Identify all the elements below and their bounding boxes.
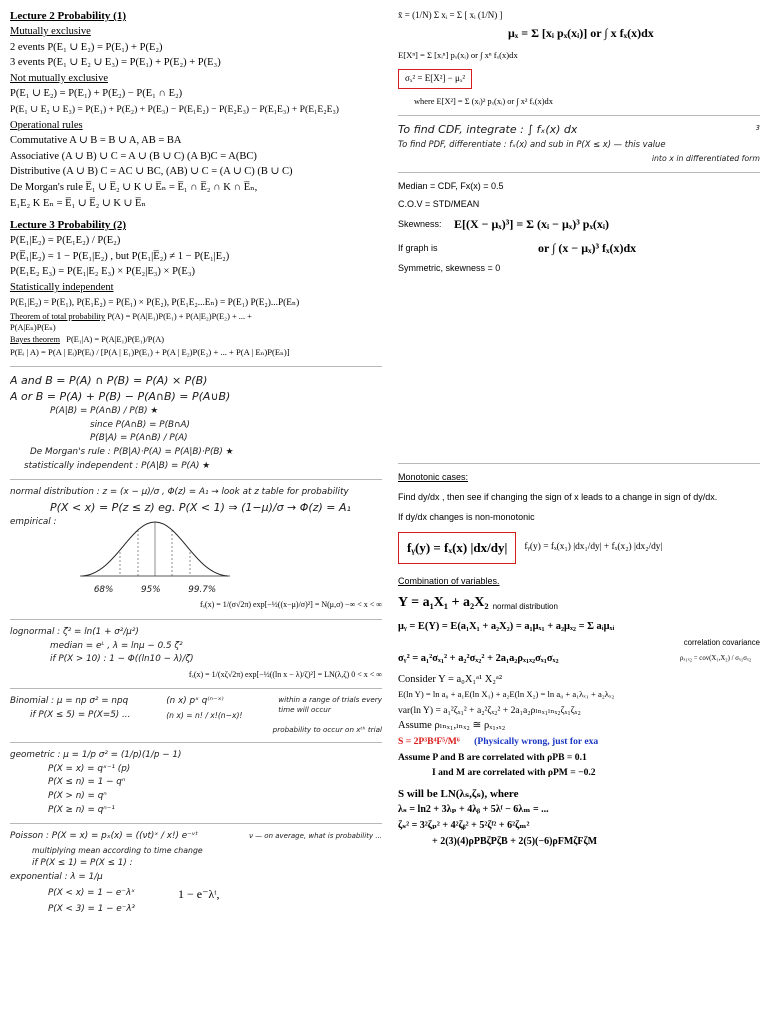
hand-exponential-line1: exponential : λ = 1/μ [10, 871, 103, 882]
skewness-or: or ∫ (x − μₓ)³ fₓ(x)dx [538, 240, 637, 255]
consider-line: Consider Y = a₀X₁ᵃ¹ X₂ᵃ² [398, 673, 502, 685]
percent-99-label: 99.7% [188, 584, 217, 595]
e-ln-y: E(ln Y) = ln a₀ + a₁E(ln X₁) + a₂E(ln X₂) = ln a₀ + a₁λₓ₁ + a₂λₓ₂ [398, 689, 615, 700]
blank-area [398, 275, 760, 457]
y-linear: Y = a₁X₁ + a₂X₂ [398, 594, 489, 610]
hand-geometric-line3: P(X ≤ n) = 1 − qⁿ [48, 777, 126, 788]
s-will-be: S will be LN(λₛ,ζₛ), where [398, 787, 519, 800]
hand-geometric-line1: geometric : μ = 1/p σ² = (1/p)(1/p − 1) [10, 750, 182, 761]
combination-heading: Combination of variables. [398, 575, 500, 586]
hand-geometric-line2: P(X = x) = qˣ⁻¹ (p) [48, 763, 131, 774]
assume-pb: Assume P and B are correlated with ρPB = 0.1 [398, 751, 587, 763]
three-events: 3 events P(E₁ ∪ E₂ ∪ E₃) = P(E₁) + P(E₂) + P(E₃) [10, 57, 221, 69]
hand-binomial-combination: (n x) = n! / x!(n−x)! [166, 711, 243, 721]
hand-binomial-note2: time will occur [278, 705, 331, 715]
fy-monotonic-boxed: fᵧ(y) = fₓ(x) |dx/dy| [398, 532, 516, 564]
lognormal-pdf: fₓ(x) = 1/(xζ√2π) exp[−½((ln x − λ)/ζ)²] = LN(λ,ζ) 0 < x < ∞ [188, 669, 382, 679]
total-probability-cont: P(A|Eₙ)P(Eₙ) [10, 323, 56, 333]
de-morgan-rule-1: De Morgan's rule E̅₁ ∪ E̅₂ ∪ K ∪ E̅ₙ = E̅₁ ∩ E̅₂ ∩ K ∩ E̅ₙ, [10, 181, 258, 193]
lecture2-title: Lecture 2 Probability (1) [10, 10, 126, 22]
hand-de-morgan: De Morgan's rule : P(B|A)·P(A) = P(A|B)·P(B) ★ [30, 447, 234, 458]
left-column [10, 8, 382, 916]
handwritten-binomial-section [10, 695, 382, 736]
percent-68-label: 68% [93, 584, 114, 595]
bayes-short: P(E₁|A) = P(A|E₁)P(E₁)/P(A) [66, 334, 165, 344]
chain-rule: P(E₁E₂ E₃) = P(E₁|E₂ E₃) × P(E₂|E₃) × P(E₃) [10, 266, 195, 278]
skewness-label: Skewness: [398, 218, 442, 229]
commutative-rule: Commutative A ∪ B = B ∪ A, AB = BA [10, 135, 182, 147]
handwritten-exponential-section [10, 871, 382, 916]
normal-distribution-note: normal distribution [492, 601, 558, 611]
hand-exponential-line2: P(X < x) = 1 − e⁻λˣ [48, 887, 136, 898]
if-graph-label: If graph is [398, 242, 438, 253]
symmetric-line: Symmetric, skewness = 0 [398, 262, 501, 273]
hand-conditional: P(A|B) = P(A∩B) / P(B) ★ [50, 406, 159, 417]
total-probability-label: Theorem of total probability [10, 312, 106, 322]
mutually-exclusive-heading: Mutually exclusive [10, 26, 91, 37]
not-me-two: P(E₁ ∪ E₂) = P(E₁) + P(E₂) − P(E₁ ∩ E₂) [10, 88, 183, 100]
sample-mean: x̄ = (1/N) Σ xᵢ = Σ [ xᵢ (1/N) ] [398, 10, 503, 20]
monotonic-heading: Monotonic cases: [398, 471, 469, 482]
hand-or-rule: A or B = P(A) + P(B) − P(A∩B) = P(A∪B) [10, 390, 231, 404]
hand-binomial-line2: if P(X ≤ 5) = P(X=5) ... [30, 710, 131, 721]
rho-definition: ρₓ₁ₓ₂ = cov(X₁,X₂) / σₓ₁σₓ₂ [680, 654, 752, 662]
skewness-formula: E[(X − μₓ)³] = Σ (xᵢ − μₓ)³ pₓ(xᵢ) [454, 216, 610, 231]
hand-lognormal-line2: median = eᴸ , λ = lnμ − 0.5 ζ² [50, 640, 183, 651]
assume-pm: I and M are correlated with ρPM = −0.2 [432, 767, 596, 779]
associative-rule: Associative (A ∪ B) ∪ C = A ∪ (B ∪ C) (A B)C = A(BC) [10, 150, 257, 162]
fy-non-monotonic: fᵧ(y) = fₓ(x₁) |dx₁/dy| + fₓ(x₂) |dx₂/dy| [524, 541, 663, 552]
hand-normal-line2: P(X < x) = P(z ≤ z) eg. P(X < 1) ⇒ (1−μ)/σ → Φ(z) = A₁ [50, 500, 351, 514]
hand-and-rule: A and B = P(A) ∩ P(B) = P(A) × P(B) [10, 374, 208, 388]
monotonic-text: Find dy/dx , then see if changing the sign of x leads to a change in sign of dy/dx. [398, 491, 718, 502]
variance-boxed: σₓ² = E[X²] − μₓ² [398, 69, 472, 89]
hand-binomial-line1: Binomial : μ = np σ² = npq [10, 696, 129, 707]
non-monotonic-text: If dy/dx changes is non-monotonic [398, 511, 535, 522]
hand-binomial-note1: within a range of trials every [278, 695, 382, 705]
hand-geometric-line5: P(X ≥ n) = qⁿ⁻¹ [48, 804, 115, 815]
not-mutually-exclusive-heading: Not mutually exclusive [10, 72, 108, 84]
hand-empirical: empirical : [10, 516, 57, 527]
hand-normal-line1: normal distribution : z = (x − μ)/σ , Φ(z) = A₁ → look at z table for probability [10, 487, 349, 498]
hand-independent: statistically independent : P(A|B) = P(A) ★ [24, 460, 211, 471]
variance-where: where E[X²] = Σ (xᵢ)² pₓ(xᵢ) or ∫ x² fₓ(x)dx [414, 96, 553, 106]
var-ln-y: var(ln Y) = a₁²ζₓ₁² + a₂²ζₓ₂² + 2a₁a₂ρₗₙₓ₁ₗₙₓ₂ζₓ₁ζₓ₂ [398, 704, 581, 716]
hand-binomial-formula: (n x) pˣ q⁽ⁿ⁻ˣ⁾ [166, 696, 224, 707]
page-marker: 3 [755, 124, 760, 133]
handwritten-lognormal-section [10, 626, 382, 682]
distributive-rule: Distributive (A ∪ B) C = AC ∪ BC, (AB) ∪ C = (A ∪ C) (B ∪ C) [10, 166, 293, 178]
hand-pdf-cont: into x in differentiated form [651, 153, 760, 163]
handwritten-geometric-section [10, 749, 382, 817]
lambda-s: λₛ = ln2 + 3λₚ + 4λᵦ + 5λᶠ − 6λₘ = ... [398, 804, 549, 816]
handwritten-poisson-section [10, 830, 382, 871]
median-line: Median = CDF, Fx(x) = 0.5 [398, 180, 504, 191]
moment-formula: E[Xⁿ] = Σ [xᵢⁿ] pₓ(xᵢ) or ∫ xⁿ fₓ(x)dx [398, 49, 518, 60]
handwritten-normal-section [10, 486, 382, 613]
hand-cdf: To find CDF, integrate : ∫ fₓ(x) dx [398, 123, 578, 137]
bayes-label: Bayes theorem [10, 334, 61, 344]
hand-exponential-line3: P(X < 3) = 1 − e⁻λ³ [48, 903, 136, 914]
physically-wrong-note: (Physically wrong, just for exa [474, 735, 599, 747]
correlation-covariance-note: correlation covariance [683, 637, 760, 647]
total-probability: P(A) = P(A|E₁)P(E₁) + P(A|E₂)P(E₂) + ... + [107, 312, 252, 322]
normal-pdf: fₓ(x) = 1/(σ√2π) exp[−½((x−μ)/σ)²] = N(μ,σ) −∞ < x < ∞ [199, 600, 382, 610]
not-me-three: P(E₁ ∪ E₂ ∪ E₃) = P(E₁) + P(E₂) + P(E₃) − P(E₁E₂) − P(E₂E₃) − P(E₁E₃) + P(E₁E₂E₃) [10, 103, 339, 115]
conditional-probability: P(E₁|E₂) = P(E₁E₂) / P(E₂) [10, 235, 121, 247]
s-formula: S = 2P³B⁴F⁵/M⁶ [398, 735, 460, 747]
complement-rule: P(E̅₁|E₂) = 1 − P(E₁|E₂) , but P(E₁|E̅₂) ≠ 1 − P(E₁|E₂) [10, 250, 230, 262]
hand-since: since P(A∩B) = P(B∩A) [90, 419, 190, 430]
operational-rules-heading: Operational rules [10, 119, 83, 131]
hand-lognormal-line3: if P(X > 10) : 1 − Φ((ln10 − λ)/ζ) [50, 654, 194, 665]
handwritten-probability-section [10, 373, 382, 473]
right-column [398, 8, 760, 849]
assume-line: Assume ρₗₙₓ₁,ₗₙₓ₂ ≅ ρₓ₁,ₓ₂ [398, 720, 506, 732]
hand-poisson-line1: Poisson : P(X = x) = pₓ(x) = ((νt)ˣ / x!) e⁻ᵛᵗ [10, 831, 199, 842]
hand-reverse-conditional: P(B|A) = P(A∩B) / P(A) [90, 433, 188, 444]
de-morgan-rule-2: E₁E₂ K Eₙ = E̅₁ ∪ E̅₂ ∪ K ∪ E̅ₙ [10, 197, 146, 209]
mu-y-formula: μᵧ = E(Y) = E(a₁X₁ + a₂X₂) = a₁μₓ₁ + a₂μₓ₂ = Σ aᵢμₓᵢ [398, 620, 615, 632]
cov-line: C.O.V = STD/MEAN [398, 198, 480, 209]
expected-mean: μₓ = Σ [xᵢ pₓ(xᵢ)] or ∫ x fₓ(x)dx [508, 25, 654, 40]
hand-pdf: To find PDF, differentiate : fₓ(x) and sub in P(X ≤ x) — this value [398, 139, 666, 150]
zeta-s-cont: + 2(3)(4)ρPBζPζB + 2(5)(−6)ρFMζFζM [432, 835, 598, 847]
bayes-full: P(Eᵢ | A) = P(A | Eᵢ)P(Eᵢ) / [P(A | E₁)P(E₁) + P(A | E₂)P(E₂) + ... + P(A | Eₙ)P(Eₙ)] [10, 346, 290, 357]
independent-rule: P(E₁|E₂) = P(E₁), P(E₁E₂) = P(E₁) × P(E₂), P(E₁E₂...Eₙ) = P(E₁) P(E₂)...P(Eₙ) [10, 297, 300, 308]
sigma-y-formula: σᵧ² = a₁²σₓ₁² + a₂²σₓ₂² + 2a₁a₂ρₓ₁ₓ₂σₓ₁σₓ₂ [398, 652, 559, 664]
hand-binomial-note3: probability to occur on xᵗʰ trial [272, 724, 382, 734]
lecture3-title: Lecture 3 Probability (2) [10, 219, 126, 232]
hand-poisson-line2: multiplying mean according to time change [32, 845, 203, 855]
hand-poisson-line3: if P(X ≤ 1) = P(X ≤ 1) : [32, 858, 133, 869]
exponential-formula: 1 − e⁻λᵗ, [178, 886, 220, 901]
independent-heading: Statistically independent [10, 281, 114, 293]
zeta-s: ζₛ² = 3²ζₚ² + 4²ζᵦ² + 5²ζᶠ² + 6²ζₘ² [398, 819, 530, 831]
two-events: 2 events P(E₁ ∪ E₂) = P(E₁) + P(E₂) [10, 41, 163, 53]
percent-95-label: 95% [141, 584, 161, 595]
hand-poisson-note: ν — on average, what is probability ... [248, 832, 382, 841]
normal-curve-sketch [80, 516, 230, 598]
hand-lognormal-line1: lognormal : ζ² = ln(1 + σ²/μ²) [10, 627, 139, 638]
hand-geometric-line4: P(X > n) = qⁿ [48, 790, 107, 801]
